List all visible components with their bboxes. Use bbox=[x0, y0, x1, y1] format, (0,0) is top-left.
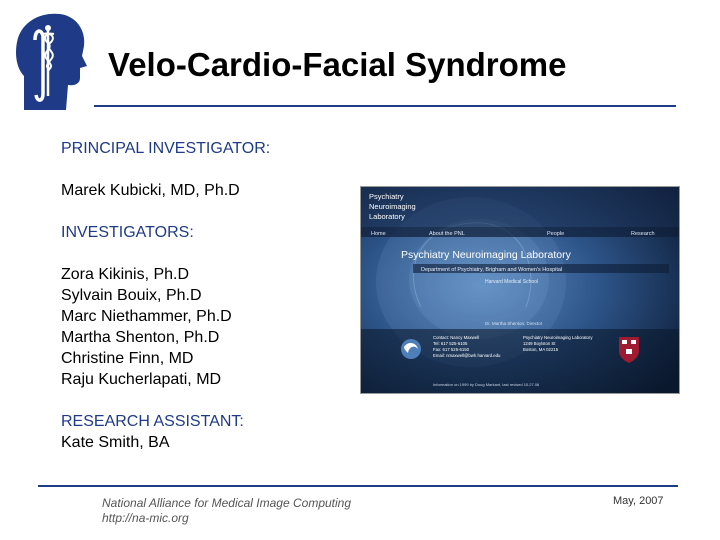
website-subheading: Department of Psychiatry, Brigham and Women's Hospital bbox=[421, 267, 563, 273]
pi-header: PRINCIPAL INVESTIGATOR: bbox=[61, 140, 271, 157]
website-nav-people[interactable]: People bbox=[547, 231, 565, 237]
website-contact: Fax: 617 525-6150 bbox=[433, 347, 470, 352]
website-address: Psychiatry Neuroimaging Laboratory bbox=[523, 335, 593, 340]
title-divider bbox=[94, 105, 676, 107]
investigator-name: Christine Finn, MD bbox=[61, 350, 194, 367]
slide-title: Velo-Cardio-Facial Syndrome bbox=[108, 46, 567, 83]
footer-divider bbox=[38, 485, 678, 487]
website-footer: Information on 1999 by Doug Markant, last revised 10.27.06 bbox=[433, 382, 540, 387]
investigator-name: Zora Kikinis, Ph.D bbox=[61, 266, 190, 283]
website-logo-line: Psychiatry bbox=[369, 192, 404, 201]
slide-date: May, 2007 bbox=[613, 495, 664, 507]
website-subheading: Harvard Medical School bbox=[485, 279, 539, 285]
website-logo-line: Laboratory bbox=[369, 212, 405, 221]
website-director: Dr. Martha Shenton, Director bbox=[485, 321, 543, 326]
investigators-header: INVESTIGATORS: bbox=[61, 224, 194, 241]
website-address: Boston, MA 02215 bbox=[523, 347, 559, 352]
website-nav-about[interactable]: About the PNL bbox=[429, 231, 465, 237]
pi-name: Marek Kubicki, MD, Ph.D bbox=[61, 182, 240, 199]
footer-org: National Alliance for Medical Image Computing bbox=[102, 496, 352, 510]
website-contact: Tel: 617 525-6105 bbox=[433, 341, 468, 346]
website-logo-line: Neuroimaging bbox=[369, 202, 416, 211]
investigator-name: Sylvain Bouix, Ph.D bbox=[61, 287, 202, 304]
website-heading: Psychiatry Neuroimaging Laboratory bbox=[401, 249, 571, 261]
footer-text bbox=[102, 496, 351, 526]
website-contact: Email: nmaxwell@bwh.harvard.edu bbox=[433, 353, 501, 358]
research-assistant-header: RESEARCH ASSISTANT: bbox=[61, 413, 244, 430]
website-nav-research[interactable]: Research bbox=[631, 231, 655, 237]
investigator-name: Martha Shenton, Ph.D bbox=[61, 329, 220, 346]
footer-url[interactable]: http://na-mic.org bbox=[102, 511, 189, 525]
website-contact: Contact: Nancy Maxwell bbox=[433, 335, 480, 340]
website-nav-home[interactable]: Home bbox=[371, 231, 386, 237]
research-assistant-name: Kate Smith, BA bbox=[61, 434, 170, 451]
investigator-name: Raju Kucherlapati, MD bbox=[61, 371, 222, 388]
namic-logo bbox=[10, 10, 88, 112]
lab-website-screenshot bbox=[360, 186, 680, 394]
slide-body bbox=[61, 138, 270, 453]
investigator-name: Marc Niethammer, Ph.D bbox=[61, 308, 232, 325]
website-address: 1249 Boylston St bbox=[523, 341, 556, 346]
